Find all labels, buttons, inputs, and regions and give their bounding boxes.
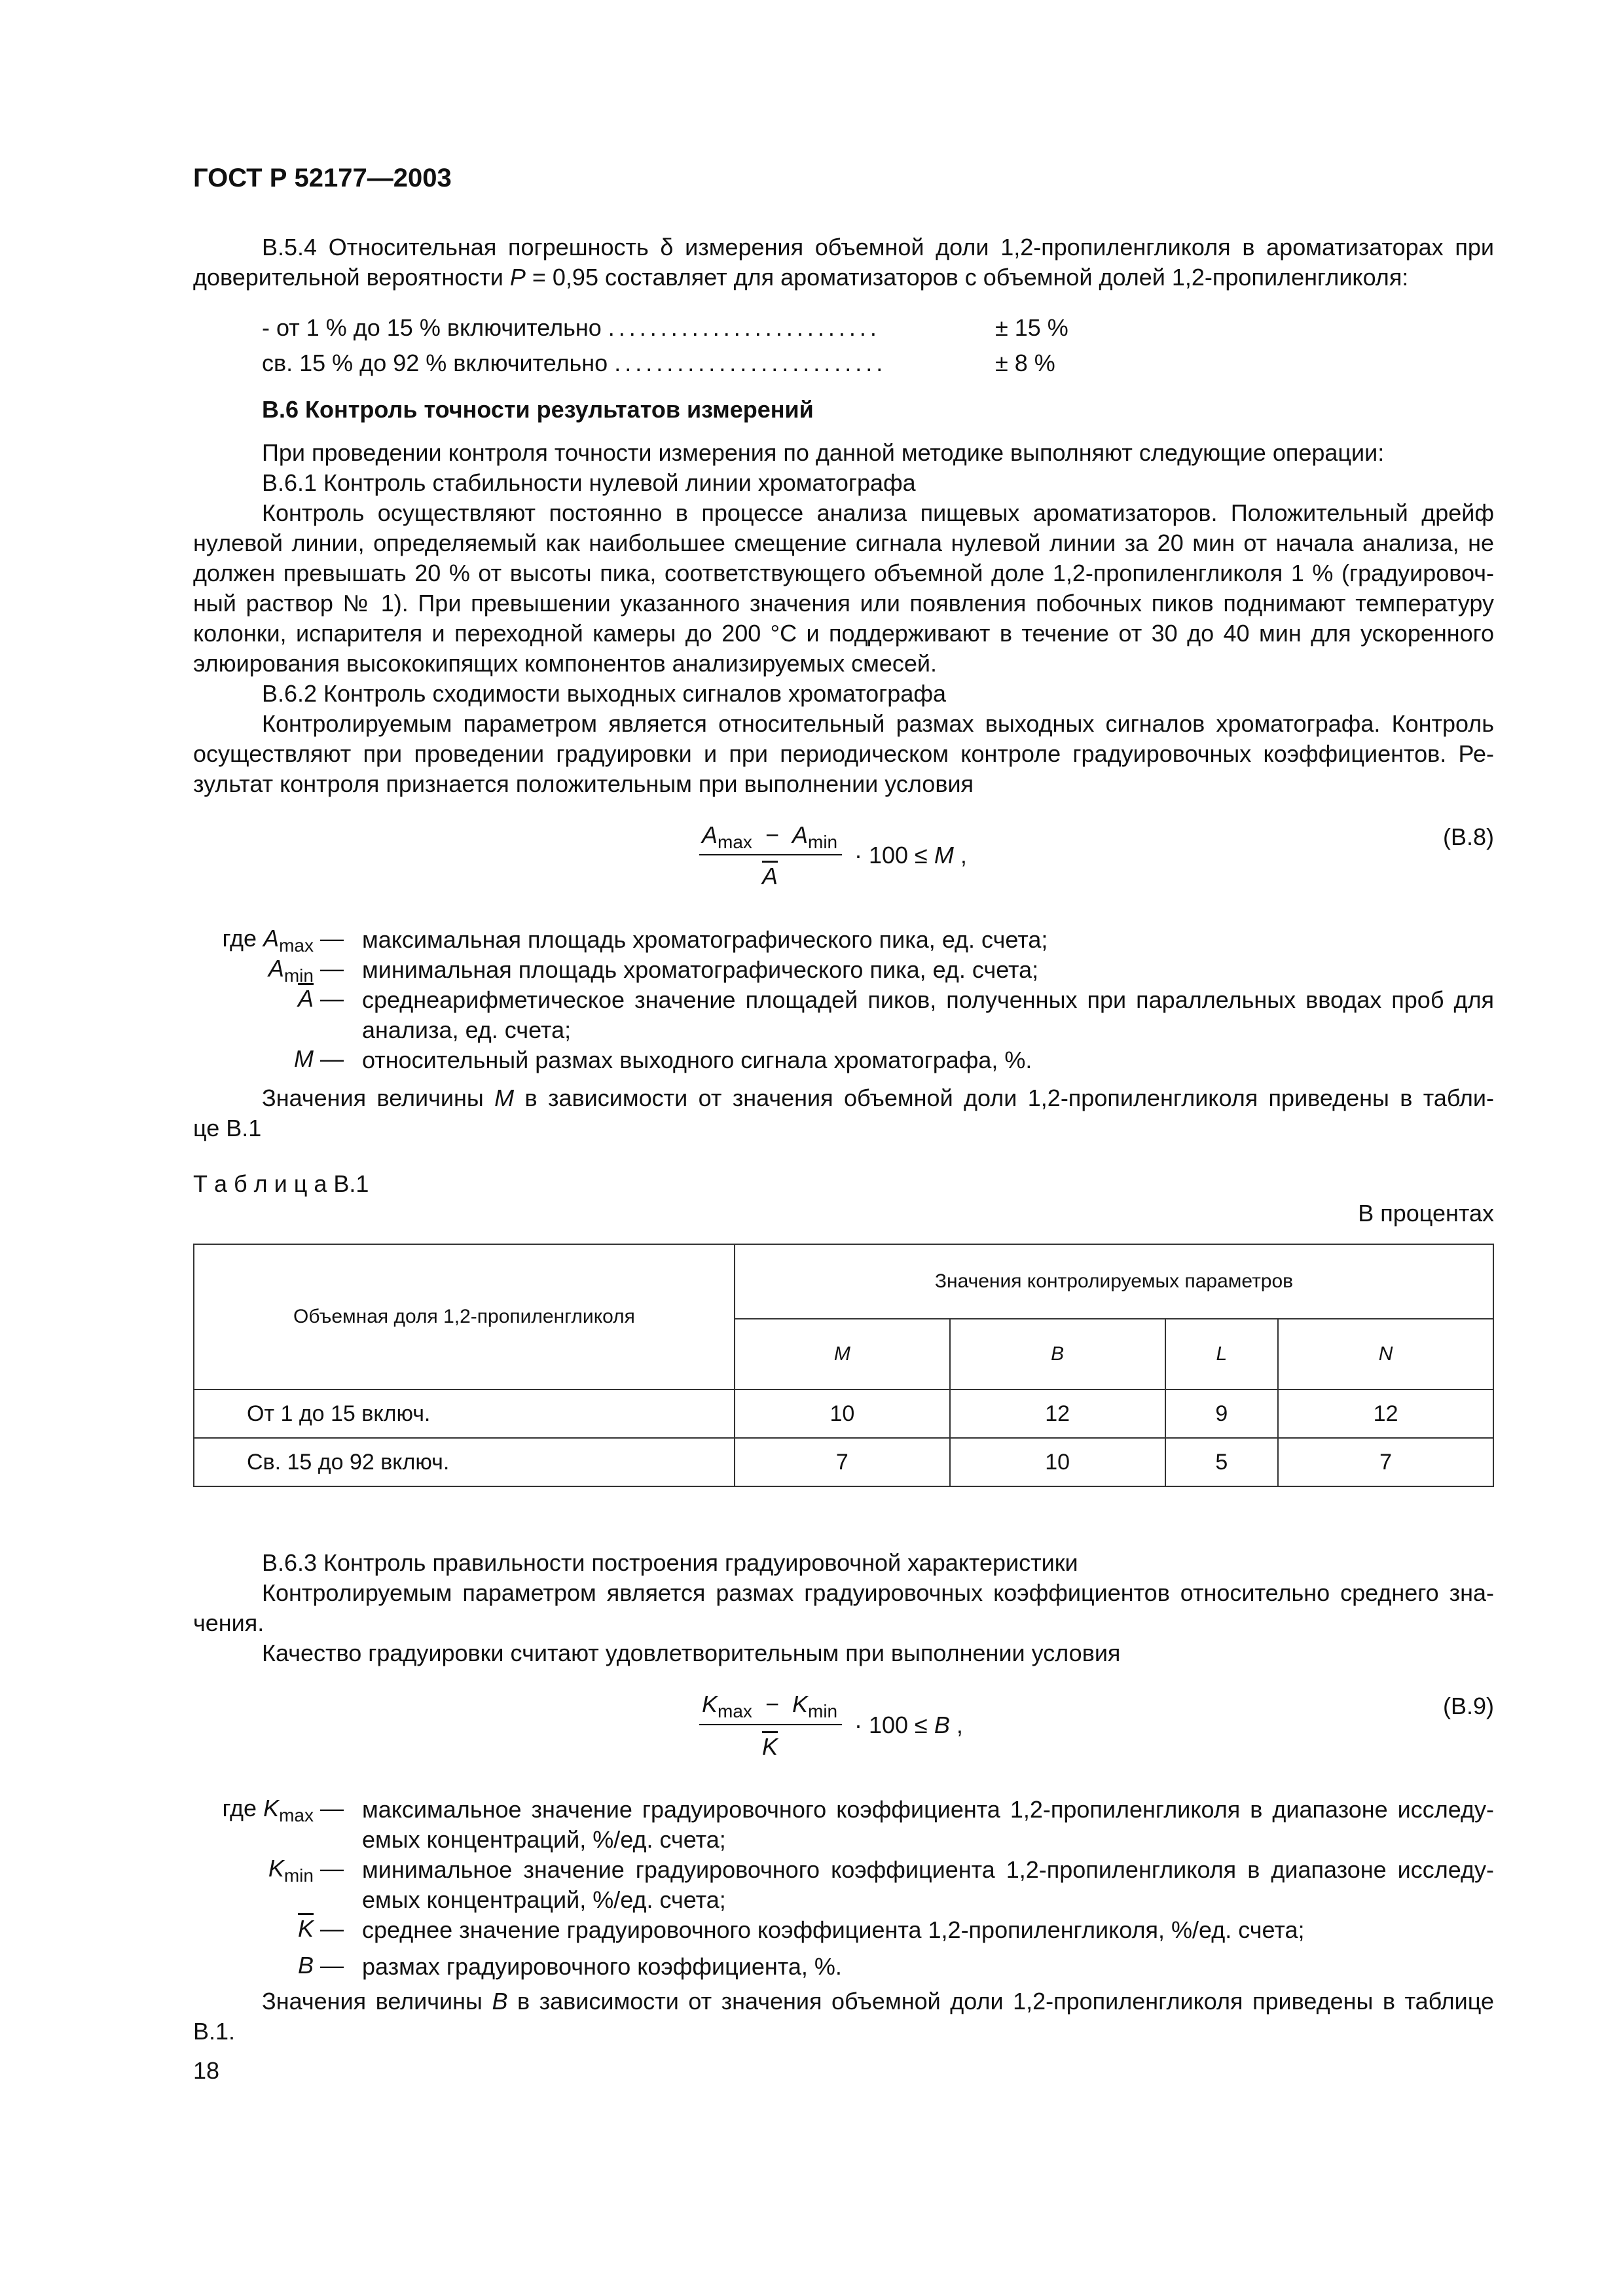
table-header-cell: B (950, 1319, 1165, 1390)
table-header-cell: L (1165, 1319, 1279, 1390)
table-b1 (193, 1244, 1494, 1487)
paragraph-b54-line1: В.5.4 Относительная погрешность δ измерения объемной доли 1,2-пропиленгликоля в ароматизаторах при (262, 234, 1494, 260)
paragraph-after-b8-cont: це В.1 (193, 1115, 262, 1141)
where-term: $\overline{A}$ — (297, 985, 344, 1012)
formula-denominator: $\overline{K}$ (762, 1733, 778, 1760)
where-term: $K_{min}$ — (268, 1855, 344, 1886)
paragraph-b62-line: осуществляют при проведении градуировки и при периодическом контроле градуировочных коэффициентов. Ре- (193, 740, 1494, 767)
paragraph-b63-line: Контролируемым параметром является размах градуировочных коэффициентов относительно среднего зна- (262, 1579, 1494, 1606)
range-value-1: ± 15 % (995, 314, 1068, 341)
where-definition: минимальная площадь хроматографического пика, ед. счета; (362, 956, 1039, 983)
paragraph-b61-line: должен превышать 20 % от высоты пика, соответствующего объемной доле 1,2-пропиленгликоля 1 % (градуировоч- (193, 560, 1494, 586)
paragraph-b61-line: элюирования высококипящих компонентов анализируемых смесей. (193, 650, 938, 677)
document-header: ГОСТ Р 52177—2003 (193, 164, 452, 192)
where-definition: минимальное значение градуировочного коэффициента 1,2-пропиленгликоля в диапазоне исследу- (362, 1856, 1494, 1883)
where-definition: максимальная площадь хроматографического пика, ед. счета; (362, 926, 1048, 953)
table-header-cell: N (1278, 1319, 1493, 1390)
formula-rhs: · 100 ≤ B , (854, 1712, 963, 1738)
paragraph-after-b8: Значения величины M в зависимости от значения объемной доли 1,2-пропиленгликоля приведены в табли- (262, 1085, 1494, 1111)
paragraph-b62-line: зультат контроля признается положительным при выполнении условия (193, 770, 974, 797)
subsection-title-b63: В.6.3 Контроль правильности построения градуировочной характеристики (262, 1549, 1078, 1576)
where-definition: относительный размах выходного сигнала хроматографа, %. (362, 1047, 1032, 1073)
table-cell: 5 (1165, 1438, 1279, 1486)
paragraph-b61-line: ный раствор № 1). При превышении указанного значения или появления побочных пиков поднимают температуру (193, 590, 1494, 617)
fraction-bar (699, 854, 842, 855)
equation-number-b8: (В.8) (1442, 823, 1494, 850)
where-term: где $K_{max}$ — (222, 1795, 344, 1825)
table-cell: 10 (950, 1438, 1165, 1486)
where-definition: среднее значение градуировочного коэффициента 1,2-пропиленгликоля, %/ед. счета; (362, 1916, 1305, 1943)
where-term: M — (293, 1045, 344, 1072)
table-cell: 10 (735, 1390, 950, 1438)
paragraph-b62-line: Контролируемым параметром является относительный размах выходных сигналов хроматографа. Контроль (262, 710, 1494, 737)
range-row-1 (262, 314, 881, 342)
range-label: св. 15 % до 92 % включительно (262, 350, 608, 376)
where-term: B — (297, 1952, 344, 1979)
where-definition: размах градуировочного коэффициента, %. (362, 1953, 842, 1980)
where-definition: максимальное значение градуировочного коэффициента 1,2-пропиленгликоля в диапазоне исследу- (362, 1796, 1494, 1823)
formula-rhs: · 100 ≤ M , (854, 842, 967, 869)
equation-number-b9: (В.9) (1442, 1693, 1494, 1719)
paragraph-b61-line: колонки, испарителя и переходной камеры до 200 °С и поддерживают в течение от 30 до 40 мин для ускоренного (193, 620, 1494, 647)
paragraph-b61-line: нулевой линии, определяемый как наибольшее смещение сигнала нулевой линии за 20 мин от начала анализа, не (193, 529, 1494, 556)
paragraph-after-b9-cont: В.1. (193, 2018, 236, 2045)
table-cell: 12 (1278, 1390, 1493, 1438)
range-row-2 (262, 350, 886, 377)
where-definition: среднеарифметическое значение площадей пиков, полученных при параллельных вводах проб для (362, 986, 1494, 1013)
where-definition-cont: емых концентраций, %/ед. счета; (362, 1826, 726, 1853)
where-definition-cont: анализа, ед. счета; (362, 1016, 572, 1043)
range-value-2: ± 8 % (995, 350, 1055, 376)
formula-numerator: $A_{max} - A_{min}$ (702, 821, 838, 852)
table-cell: 7 (1278, 1438, 1493, 1486)
table-cell: От 1 до 15 включ. (194, 1390, 735, 1438)
page-number: 18 (193, 2057, 220, 2084)
table-units: В процентах (1358, 1200, 1494, 1227)
table-row (194, 1438, 1493, 1486)
table-header-cell: Значения контролируемых параметров (735, 1244, 1493, 1319)
paragraph-after-b9: Значения величины B в зависимости от значения объемной доли 1,2-пропиленгликоля приведены в таблице (262, 1988, 1494, 2015)
table-caption: Т а б л и ц а В.1 (193, 1170, 369, 1197)
subsection-title-b62: В.6.2 Контроль сходимости выходных сигналов хроматографа (262, 680, 946, 707)
table-row (194, 1390, 1493, 1438)
table-header-cell: M (735, 1319, 950, 1390)
where-definition-cont: емых концентраций, %/ед. счета; (362, 1886, 726, 1913)
formula-denominator: $\overline{A}$ (762, 863, 778, 889)
where-term: $A_{min}$ — (268, 955, 344, 986)
where-term: где $A_{max}$ — (222, 925, 344, 956)
leader-dots: .......................... (608, 314, 881, 341)
table-cell: 12 (950, 1390, 1165, 1438)
table-cell: Св. 15 до 92 включ. (194, 1438, 735, 1486)
table-cell: 9 (1165, 1390, 1279, 1438)
formula-numerator: $K_{max} - K_{min}$ (702, 1691, 838, 1721)
paragraph-b63-quality: Качество градуировки считают удовлетворительным при выполнении условия (262, 1640, 1121, 1666)
subsection-title-b61: В.6.1 Контроль стабильности нулевой линии хроматографа (262, 469, 916, 496)
paragraph-b54-line2: доверительной вероятности P = 0,95 составляет для ароматизаторов с объемной долей 1,2-пропиленгликоля: (193, 264, 1409, 291)
paragraph-b6-intro: При проведении контроля точности измерения по данной методике выполняют следующие операции: (262, 439, 1385, 466)
paragraph-b63-line: чения. (193, 1609, 264, 1636)
where-term: $\overline{K}$ — (297, 1915, 344, 1942)
fraction-bar (699, 1724, 842, 1725)
range-label: - от 1 % до 15 % включительно (262, 314, 602, 341)
table-header-cell: Объемная доля 1,2-пропиленгликоля (194, 1244, 735, 1390)
paragraph-b61-line: Контроль осуществляют постоянно в процессе анализа пищевых ароматизаторов. Положительный дрейф (262, 499, 1494, 526)
table-cell: 7 (735, 1438, 950, 1486)
section-heading-b6: В.6 Контроль точности результатов измерений (262, 396, 814, 423)
leader-dots: .......................... (614, 350, 887, 376)
